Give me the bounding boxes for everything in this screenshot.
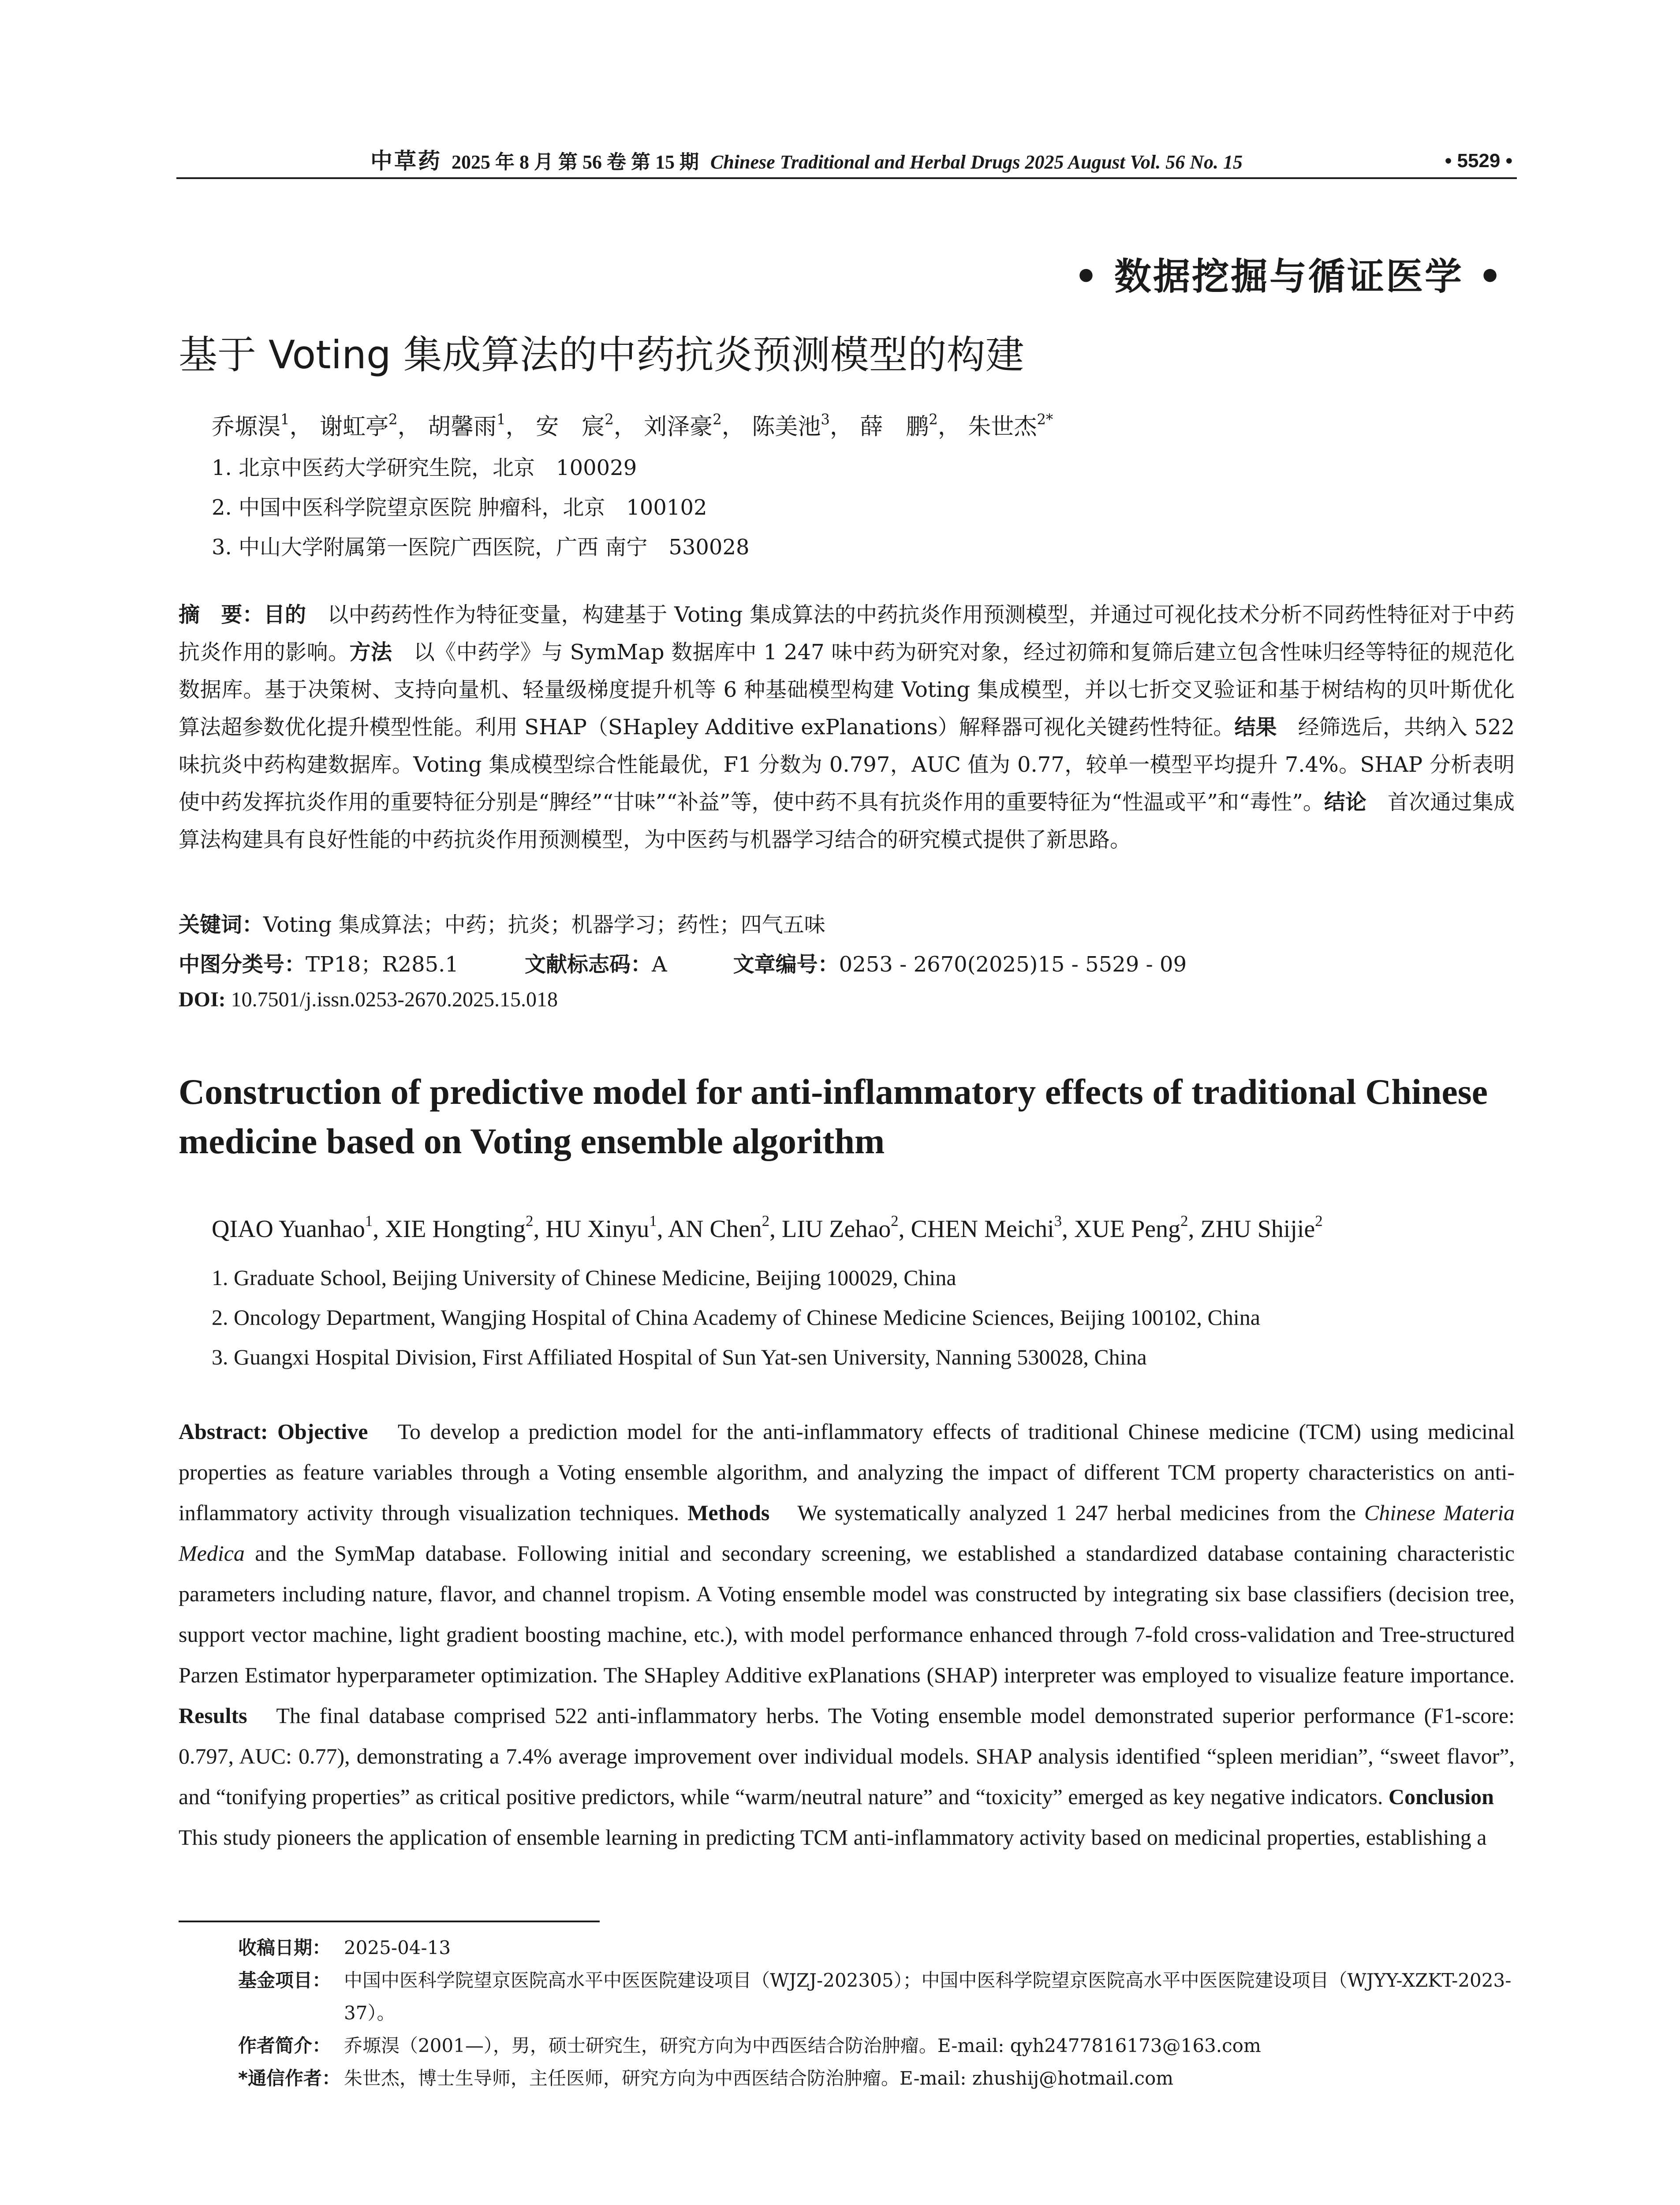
results-label: 结果: [1234, 715, 1277, 740]
affiliation-en: 1. Graduate School, Beijing University of Chinese Medicine, Beijing 100029, China: [212, 1265, 956, 1290]
abstract-label: 摘 要：: [179, 602, 264, 627]
author-name: HU Xinyu: [545, 1215, 650, 1243]
conclusion-label: Conclusion: [1388, 1784, 1494, 1809]
classification-line: [179, 947, 1515, 978]
affiliation-en: 3. Guangxi Hospital Division, First Affiliated Hospital of Sun Yat-sen University, Nanning 530028, China: [212, 1345, 1147, 1369]
conclusion-label: 结论: [1324, 790, 1366, 815]
doi-label: DOI:: [179, 988, 226, 1011]
footnote-corresponding-author: [238, 2062, 1517, 2095]
author-name: XIE Hongting: [385, 1215, 526, 1243]
doi-link[interactable]: 10.7501/j.issn.0253-2670.2025.15.018: [225, 988, 558, 1011]
objective-label: Objective: [268, 1419, 368, 1444]
author-affiliation-mark: 1: [497, 411, 506, 428]
author-affiliation-mark: 2: [1180, 1212, 1188, 1230]
results-text: The final database comprised 522 anti-inflammatory herbs. The Voting ensemble model demonstrated superior performance (F1-score: 0.797, AUC: 0.77), demonstrating a 7.4% average improvement over individual models. SHAP analysis identified “spleen meridian”, “sweet flavor”, and “tonifying properties” as critical positive predictors, while “warm/neutral nature” and “toxicity” emerged as key negative indicators.: [179, 1703, 1515, 1809]
footnote-label: 作者简介：: [238, 2035, 331, 2056]
methods-text-continued: and the SymMap database. Following initial and secondary screening, we established a standardized database containing characteristic parameters including nature, flavor, and channel tropism. A Voting ensemble model was constructed by integrating six base classifiers (decision tree, support vector machine, light gradient boosting machine, etc.), with model performance enhanced through 7-fold cross-validation and Tree-structured Parzen Estimator hyperparameter optimization. The SHapley Additive exPlanations (SHAP) interpreter was employed to visualize feature importance.: [179, 1541, 1515, 1687]
author-affiliation-mark: 2: [929, 411, 938, 428]
footnote-label: *通信作者：: [238, 2067, 340, 2089]
running-header: [176, 146, 1517, 176]
article-number-label: 文章编号：: [733, 952, 839, 977]
footnote-text: 2025-04-13: [344, 1937, 451, 1958]
author-name: 薛 鹏: [860, 414, 929, 440]
issue-info-cn: 2025 年 8 月 第 56 卷 第 15 期: [452, 151, 699, 173]
author-affiliation-mark: 2: [388, 411, 398, 428]
objective-text: 以中药药性作为特征变量，构建基于 Voting 集成算法的中药抗炎作用预测模型，并通过可视化技术分析不同药性特征对于中药抗炎作用的影响。: [179, 602, 1515, 665]
author-name: 乔塬淏: [212, 414, 281, 440]
abstract-cn: [179, 596, 1515, 859]
footnote-rule: [179, 1921, 600, 1922]
author-affiliation-mark: 3: [1054, 1212, 1062, 1230]
author-affiliation-mark: 2: [526, 1212, 534, 1230]
objective-label: 目的: [263, 602, 306, 627]
author-name: 胡馨雨: [428, 414, 497, 440]
author-name: 刘泽豪: [644, 414, 713, 440]
author-name: XUE Peng: [1074, 1215, 1181, 1243]
objective-text: To develop a prediction model for the anti-inflammatory effects of traditional Chinese medicine (TCM) using medicinal properties as feature variables through a Voting ensemble algorithm, and analyzing the impact of different TCM property characteristics on anti-inflammatory activity through visualization techniques.: [179, 1419, 1515, 1525]
author-affiliation-mark: 2: [605, 411, 614, 428]
doc-code-label: 文献标志码：: [524, 952, 652, 977]
author-name: 朱世杰: [968, 414, 1037, 440]
author-name: CHEN Meichi: [911, 1215, 1054, 1243]
results-text: 经筛选后，共纳入 522 味抗炎中药构建数据库。Voting 集成模型综合性能最优，F1 分数为 0.797，AUC 值为 0.77，较单一模型平均提升 7.4%。SHAP 分析表明使中药发挥抗炎作用的重要特征分别是“脾经”“甘味”“补益”等，使中药不具有抗炎作用的重要特征为“性温或平”和“毒性”。: [179, 715, 1515, 815]
affiliation-cn: 2. 中国中医科学院望京医院 肿瘤科，北京 100102: [212, 495, 707, 520]
footnote-author-bio: [238, 2029, 1517, 2062]
book-title: Chinese Materia Medica: [179, 1500, 1515, 1566]
footnote-label: 收稿日期：: [238, 1937, 331, 1958]
author-affiliation-mark: 1: [280, 411, 290, 428]
footnote-received: [238, 1932, 1517, 1964]
doc-code-value: A: [651, 952, 667, 977]
journal-header-text: [370, 146, 1243, 178]
footnotes: [238, 1932, 1517, 2095]
methods-label: 方法: [349, 640, 392, 665]
methods-text: We systematically analyzed 1 247 herbal medicines from the: [769, 1500, 1364, 1525]
journal-name-cn: 中草药: [370, 149, 442, 173]
affiliation-cn: 3. 中山大学附属第一医院广西医院，广西 南宁 530028: [212, 535, 750, 560]
author-affiliation-mark: 2: [891, 1212, 899, 1230]
abstract-label: Abstract:: [179, 1419, 268, 1444]
author-name: ZHU Shijie: [1200, 1215, 1315, 1243]
author-affiliation-mark: 2*: [1037, 411, 1053, 428]
footnote-text: 中国中医科学院望京医院高水平中医医院建设项目（WJZJ-202305）；中国中医科学院望京医院高水平中医医院建设项目（WJYY-XZKT-2023-37）。: [344, 1970, 1512, 2024]
author-name: 陈美池: [752, 414, 821, 440]
author-name: 安 宸: [536, 414, 605, 440]
author-affiliation-mark: 1: [365, 1212, 373, 1230]
methods-label: Methods: [687, 1500, 770, 1525]
section-column-title: • 数据挖掘与循证医学 •: [1074, 254, 1504, 298]
keywords-line: [179, 908, 1515, 938]
author-name: QIAO Yuanhao: [212, 1215, 365, 1243]
footnote-label: 基金项目：: [238, 1970, 331, 1991]
author-affiliation-mark: 2: [1315, 1212, 1323, 1230]
author-name: AN Chen: [668, 1215, 762, 1243]
clc-label: 中图分类号：: [179, 952, 306, 977]
article-title-cn: 基于 Voting 集成算法的中药抗炎预测模型的构建: [179, 332, 1024, 377]
author-list-cn: 乔塬淏$^1$， 谢虹亭$^2$， 胡馨雨$^1$， 安 宸$^2$， 刘泽豪$^2$， 陈美池$^3$， 薛 鹏$^2$， 朱世杰$^{2*}$: [212, 411, 1053, 440]
author-affiliation-mark: 1: [649, 1212, 657, 1230]
keywords-label: 关键词：: [179, 912, 264, 937]
affiliation-en: 2. Oncology Department, Wangjing Hospital of China Academy of Chinese Medicine Sciences, Beijing 100102, China: [212, 1305, 1260, 1330]
header-rule: [176, 177, 1517, 179]
results-label: Results: [179, 1703, 247, 1728]
article-number-value: 0253 - 2670(2025)15 - 5529 - 09: [839, 952, 1187, 977]
journal-name-en: Chinese Traditional and Herbal Drugs 2025 August Vol. 56 No. 15: [710, 151, 1243, 173]
doi-line: [179, 987, 1515, 1012]
author-list-en: QIAO Yuanhao$^1$, XIE Hongting$^2$, HU Xinyu$^1$, AN Chen$^2$, LIU Zehao$^2$, CHEN Meichi$^3$, XUE Peng$^2$, ZHU Shijie$^2$: [212, 1212, 1323, 1243]
clc-value: TP18；R285.1: [306, 952, 459, 977]
footnote-text: 朱世杰，博士生导师，主任医师，研究方向为中西医结合防治肿瘤。E-mail: zhushij@hotmail.com: [344, 2067, 1174, 2089]
conclusion-text: 首次通过集成算法构建具有良好性能的中药抗炎作用预测模型，为中医药与机器学习结合的研究模式提供了新思路。: [179, 790, 1515, 852]
author-name: 谢虹亭: [320, 414, 389, 440]
footnote-funding: [238, 1964, 1517, 2029]
author-affiliation-mark: 2: [762, 1212, 770, 1230]
methods-text: 以《中药学》与 SymMap 数据库中 1 247 味中药为研究对象，经过初筛和复筛后建立包含性味归经等特征的规范化数据库。基于决策树、支持向量机、轻量级梯度提升机等 6 种基础模型构建 Voting 集成模型，并以七折交叉验证和基于树结构的贝叶斯优化算法超参数优化提升模型性能。利用 SHAP（SHapley Additive exPlanations）解释器可视化关键药性特征。: [179, 640, 1515, 740]
article-title-en: Construction of predictive model for anti-inflammatory effects of traditional Chinese medicine based on Voting ensemble algorithm: [179, 1072, 1488, 1161]
conclusion-text: This study pioneers the application of ensemble learning in predicting TCM anti-inflammatory activity based on medicinal properties, establishing a: [179, 1784, 1516, 1850]
author-name: LIU Zehao: [782, 1215, 891, 1243]
author-affiliation-mark: 2: [713, 411, 722, 428]
abstract-en: [179, 1411, 1515, 1857]
affiliation-cn: 1. 北京中医药大学研究生院，北京 100029: [212, 456, 637, 480]
footnote-text: 乔塬淏（2001—），男，硕士研究生，研究方向为中西医结合防治肿瘤。E-mail: qyh2477816173@163.com: [344, 2035, 1261, 2056]
page-number: • 5529 •: [1445, 150, 1512, 172]
author-affiliation-mark: 3: [821, 411, 830, 428]
keywords-text: Voting 集成算法；中药；抗炎；机器学习；药性；四气五味: [263, 912, 825, 937]
